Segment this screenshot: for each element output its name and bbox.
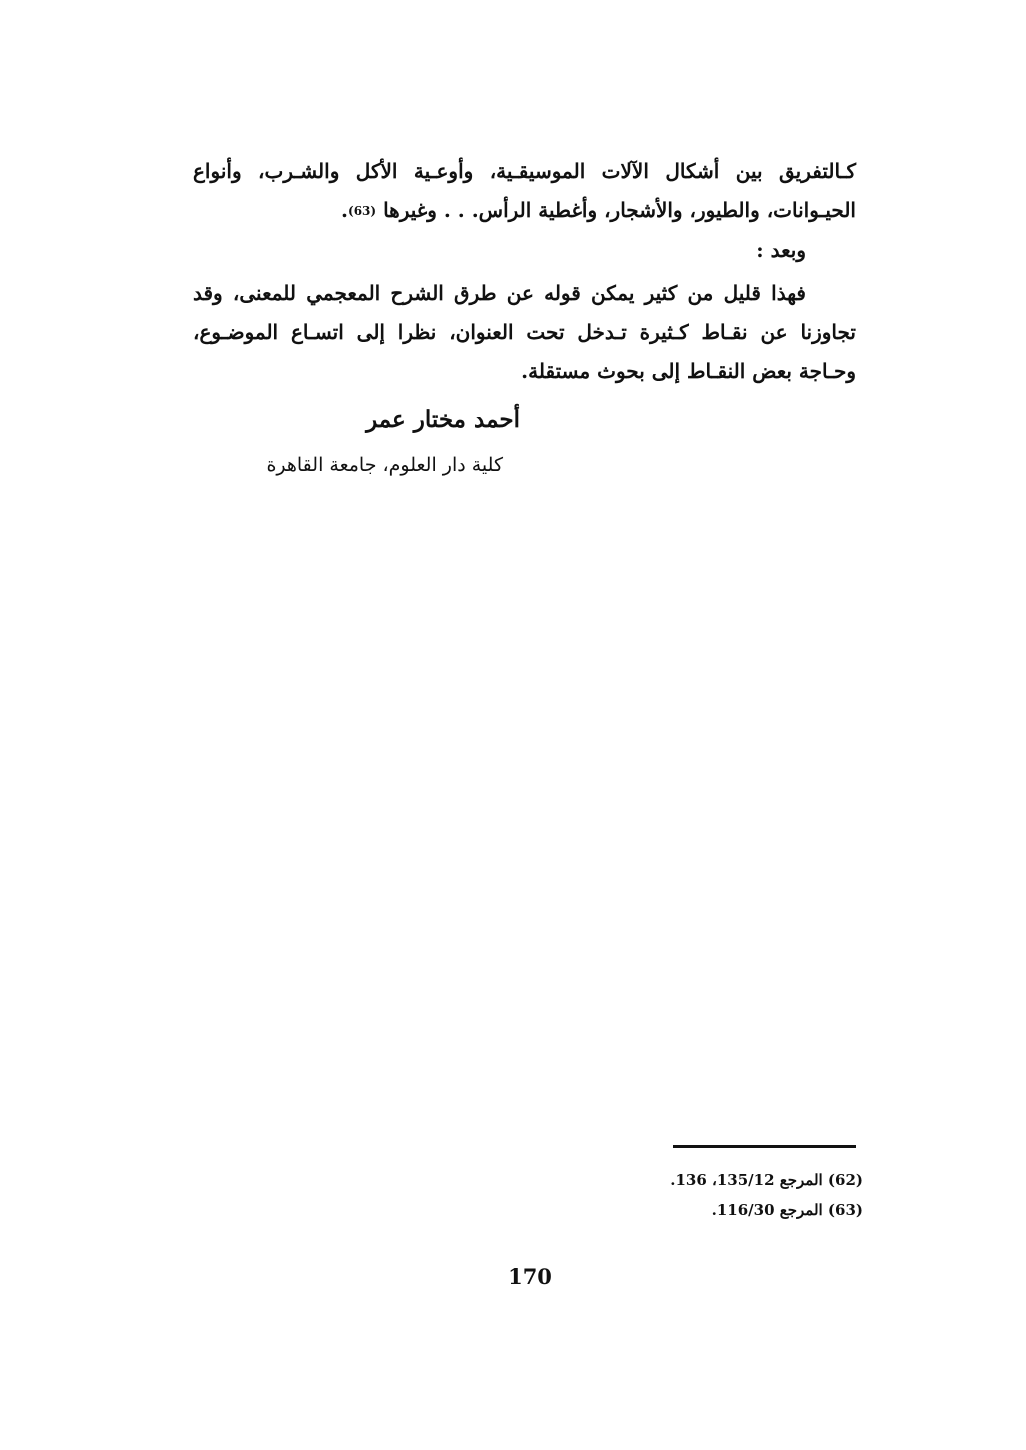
author-signature: أحمد مختار عمر bbox=[366, 406, 520, 433]
body-paragraph bbox=[193, 152, 856, 231]
page-number: 170 bbox=[508, 1264, 552, 1289]
footnote-divider bbox=[673, 1145, 856, 1148]
footnote-reference: (63) bbox=[348, 204, 377, 218]
closing-paragraph: فهذا قليل من كثير يمكن قوله عن طرق الشرح المعجمي للمعنى، وقد تجاوزنا عن نقـاط كـثيرة تـدخل تحت العنوان، نظرا إلى اتسـاع الموضـوع، وحـاجة بعض النقـاط إلى بحوث مستقلة. bbox=[193, 281, 856, 383]
paragraph-text: كـالتفريق بين أشكال الآلات الموسيقـية، وأوعـية الأكل والشـرب، وأنواع الحيـوانات، والطيور، والأشجار، وأغطية الرأس. . . وغيرها bbox=[193, 159, 856, 222]
author-affiliation: كلية دار العلوم، جامعة القاهرة bbox=[266, 454, 503, 476]
paragraph-end-mark: . bbox=[341, 198, 349, 222]
footnote-62: (62) المرجع 135/12، 136. bbox=[670, 1171, 863, 1189]
footnote-63: (63) المرجع 116/30. bbox=[711, 1201, 863, 1219]
section-transition: وبعد : bbox=[756, 238, 806, 262]
